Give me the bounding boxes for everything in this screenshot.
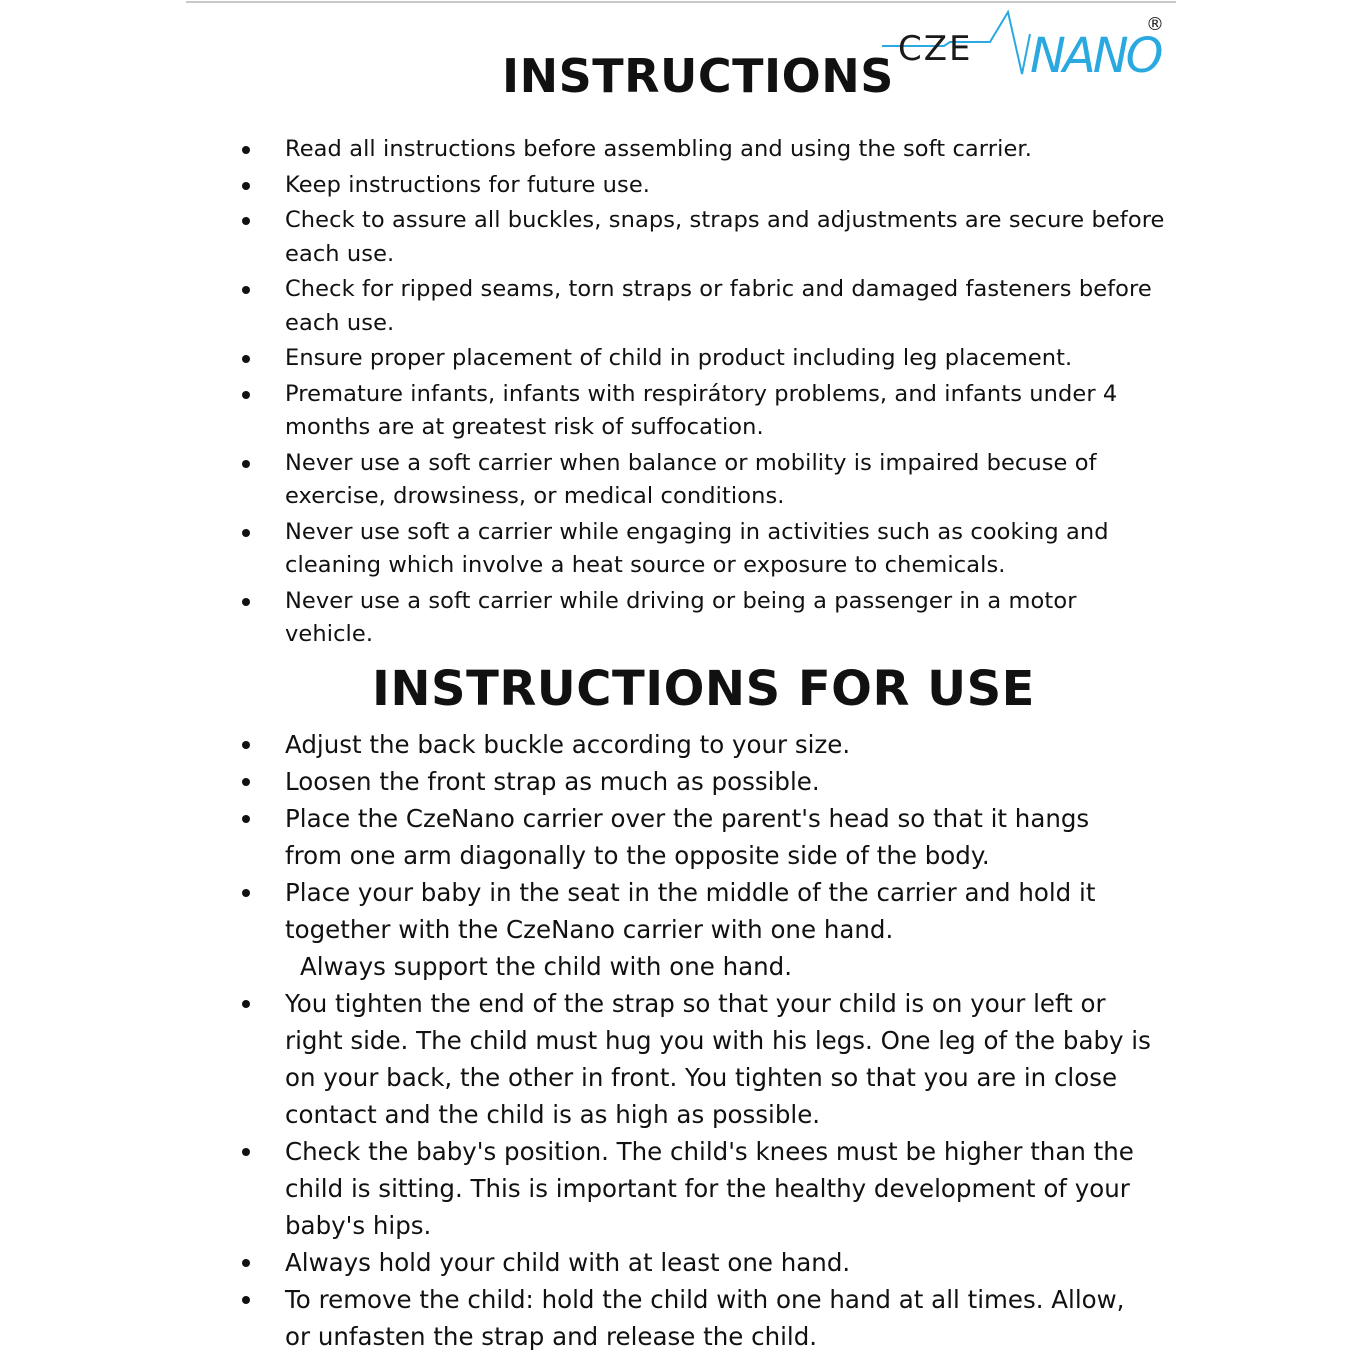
list-item <box>0 273 1152 340</box>
list-item-line: from one arm diagonally to the opposite side of the body. <box>285 841 990 870</box>
list-item <box>0 585 1145 652</box>
list-item <box>0 1244 1145 1281</box>
list-item-line: Check for ripped seams, torn straps or fabric and damaged fasteners before <box>285 276 1152 302</box>
list-item-line: months are at greatest risk of suffocation. <box>285 414 764 440</box>
bullet-icon <box>242 778 250 786</box>
list-item <box>0 516 1145 583</box>
bullet-icon <box>242 889 250 897</box>
list-item-line: Never use a soft carrier while driving or being a passenger in a motor <box>285 587 1077 614</box>
list-item-line: exercise, drowsiness, or medical conditions. <box>285 483 785 509</box>
bullet-icon <box>242 182 250 190</box>
bullet-icon <box>242 146 250 154</box>
list-item-line: To remove the child: hold the child with one hand at all times. Allow, <box>285 1285 1125 1314</box>
bullet-icon <box>242 460 250 468</box>
bullet-icon <box>242 529 250 537</box>
list-item-line: right side. The child must hug you with his legs. One leg of the baby is <box>285 1026 1151 1055</box>
list-item-line: Always hold your child with at least one hand. <box>285 1248 851 1277</box>
instructions-for-use-list <box>0 726 1151 1355</box>
czenano-logo <box>880 8 1170 88</box>
instructions-list <box>0 133 1165 654</box>
list-item <box>0 342 1145 376</box>
bullet-icon <box>242 1259 250 1267</box>
list-item <box>0 874 1145 985</box>
list-item-line: Never use a soft carrier when balance or mobility is impaired becuse of <box>285 449 1097 476</box>
bullet-icon <box>242 1148 250 1156</box>
list-item-line: Loosen the front strap as much as possible. <box>285 767 820 796</box>
list-item <box>0 204 1165 271</box>
bullet-icon <box>242 598 250 606</box>
logo-registered-mark: ® <box>1146 14 1164 35</box>
list-item <box>0 726 1145 763</box>
list-item-line: Keep instructions for future use. <box>285 171 651 198</box>
list-item-line: on your back, the other in front. You tighten so that you are in close <box>285 1063 1118 1092</box>
list-item <box>0 1281 1145 1355</box>
list-item-line: Check to assure all buckles, snaps, straps and adjustments are secure before <box>285 207 1165 233</box>
list-item-line: Check the baby's position. The child's knees must be higher than the <box>285 1137 1134 1166</box>
list-item-line: each use. <box>285 309 395 336</box>
list-item-line: You tighten the end of the strap so that your child is on your left or <box>285 989 1106 1018</box>
list-item-line: Always support the child with one hand. <box>300 952 793 981</box>
list-item-line: Premature infants, infants with respirátory problems, and infants under 4 <box>285 380 1118 407</box>
list-item-line: Ensure proper placement of child in product including leg placement. <box>285 345 1073 371</box>
list-item-line: child is sitting. This is important for the healthy development of your <box>285 1174 1130 1203</box>
list-item <box>0 985 1151 1133</box>
list-item-line: or unfasten the strap and release the child. <box>285 1322 818 1351</box>
list-item-line: vehicle. <box>285 621 374 647</box>
list-item <box>0 1133 1145 1244</box>
bullet-icon <box>242 355 250 363</box>
logo-text-nano: NANO <box>1030 28 1161 84</box>
list-item-line: baby's hips. <box>285 1211 432 1240</box>
list-item-line: Read all instructions before assembling and using the soft carrier. <box>285 136 1032 162</box>
list-item-line: together with the CzeNano carrier with one hand. <box>285 915 894 944</box>
list-item-line: cleaning which involve a heat source or exposure to chemicals. <box>285 552 1006 578</box>
top-divider <box>186 1 1176 3</box>
bullet-icon <box>242 1296 250 1304</box>
bullet-icon <box>242 286 250 294</box>
bullet-icon <box>242 391 250 399</box>
list-item-line: each use. <box>285 240 395 267</box>
list-item <box>0 133 1145 167</box>
instructions-heading: INSTRUCTIONS <box>502 49 894 103</box>
list-item <box>0 378 1145 445</box>
instructions-for-use-heading: INSTRUCTIONS FOR USE <box>372 661 1035 717</box>
bullet-icon <box>242 741 250 749</box>
logo-text-cze: CZE <box>898 29 973 69</box>
bullet-icon <box>242 815 250 823</box>
list-item <box>0 169 1145 203</box>
list-item <box>0 447 1145 514</box>
list-item-line: Place your baby in the seat in the middle of the carrier and hold it <box>285 878 1096 907</box>
list-item-line: contact and the child is as high as possible. <box>285 1100 821 1129</box>
list-item <box>0 763 1145 800</box>
bullet-icon <box>242 1000 250 1008</box>
bullet-icon <box>242 217 250 225</box>
list-item-line: Never use soft a carrier while engaging in activities such as cooking and <box>285 518 1109 545</box>
list-item-line: Place the CzeNano carrier over the parent's head so that it hangs <box>285 804 1090 833</box>
list-item <box>0 800 1145 874</box>
list-item-line: Adjust the back buckle according to your size. <box>285 730 851 759</box>
